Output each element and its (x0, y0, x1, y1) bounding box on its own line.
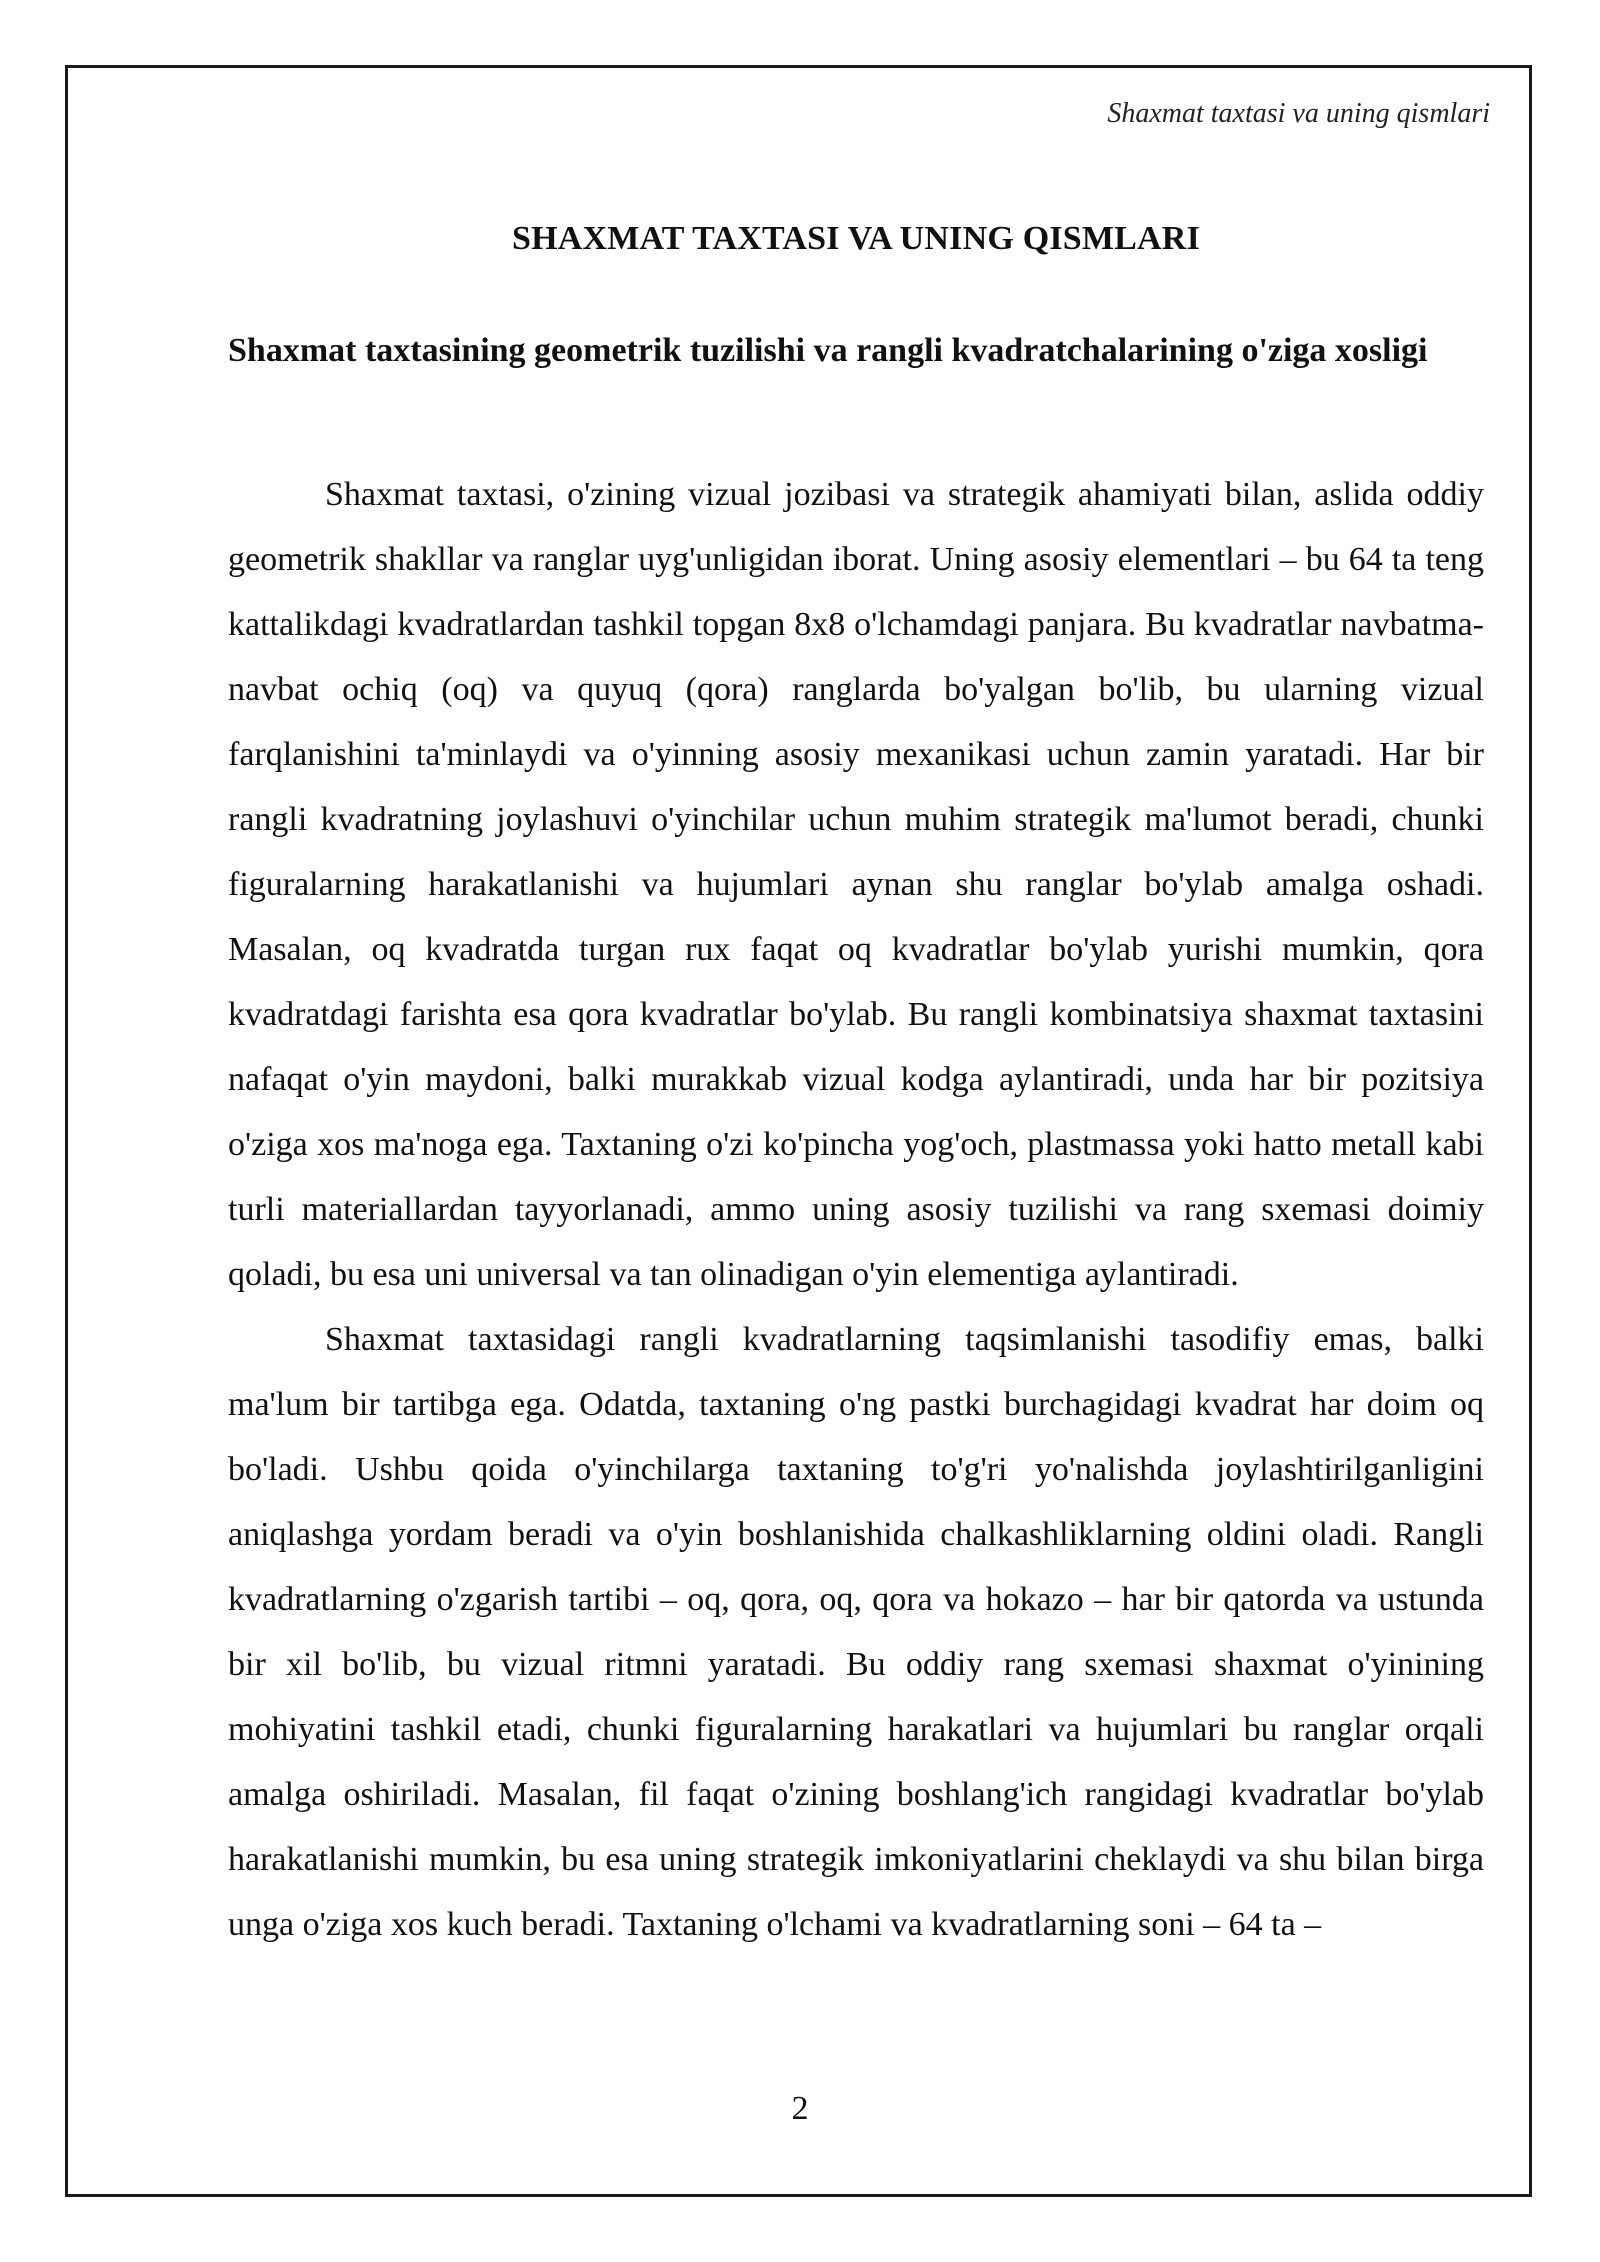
section-heading: Shaxmat taxtasining geometrik tuzilishi va rangli kvadratchalarining o'ziga xosligi (228, 332, 1428, 369)
body-text (228, 462, 1484, 1957)
document-title: SHAXMAT TAXTASI VA UNING QISMLARI (511, 220, 1200, 257)
paragraph-1: Shaxmat taxtasi, o'zining vizual jozibasi va strategik ahamiyati bilan, aslida oddiy geometrik shakllar va ranglar uyg'unligidan iborat. Uning asosiy elementlari – bu 64 ta teng kattalikdagi kvadratlardan tashkil topgan 8x8 o'lchamdagi panjara. Bu kvadratlar navbatma-navbat ochiq (oq) va quyuq (qora) ranglarda bo'yalgan bo'lib, bu ularning vizual farqlanishini ta'minlaydi va o'yinning asosiy mexanikasi uchun zamin yaratadi. Har bir rangli kvadratning joylashuvi o'yinchilar uchun muhim strategik ma'lumot beradi, chunki figuralarning harakatlanishi va hujumlari aynan shu ranglar bo'ylab amalga oshadi. Masalan, oq kvadratda turgan rux faqat oq kvadratlar bo'ylab yurishi mumkin, qora kvadratdagi farishta esa qora kvadratlar bo'ylab. Bu rangli kombinatsiya shaxmat taxtasini nafaqat o'yin maydoni, balki murakkab vizual kodga aylantiradi, unda har bir pozitsiya o'ziga xos ma'noga ega. Taxtaning o'zi ko'pincha yog'och, plastmassa yoki hatto metall kabi turli materiallardan tayyorlanadi, ammo uning asosiy tuzilishi va rang sxemasi doimiy qoladi, bu esa uni universal va tan olinadigan o'yin elementiga aylantiradi. (228, 476, 1484, 1293)
running-header: Shaxmat taxtasi va uning qismlari (1107, 98, 1490, 129)
paragraph-2: Shaxmat taxtasidagi rangli kvadratlarning taqsimlanishi tasodifiy emas, balki ma'lum bir tartibga ega. Odatda, taxtaning o'ng pastki burchagidagi kvadrat har doim oq bo'ladi. Ushbu qoida o'yinchilarga taxtaning to'g'ri yo'nalishda joylashtirilganligini aniqlashga yordam beradi va o'yin boshlanishida chalkashliklarning oldini oladi. Rangli kvadratlarning o'zgarish tartibi – oq, qora, oq, qora va hokazo – har bir qatorda va ustunda bir xil bo'lib, bu vizual ritmni yaratadi. Bu oddiy rang sxemasi shaxmat o'yinining mohiyatini tashkil etadi, chunki figuralarning harakatlari va hujumlari bu ranglar orqali amalga oshiriladi. Masalan, fil faqat o'zining boshlang'ich rangidagi kvadratlar bo'ylab harakatlanishi mumkin, bu esa uning strategik imkoniyatlarini cheklaydi va shu bilan birga unga o'ziga xos kuch beradi. Taxtaning o'lchami va kvadratlarning soni – 64 ta – (228, 1321, 1484, 1943)
page-number: 2 (791, 2090, 809, 2127)
